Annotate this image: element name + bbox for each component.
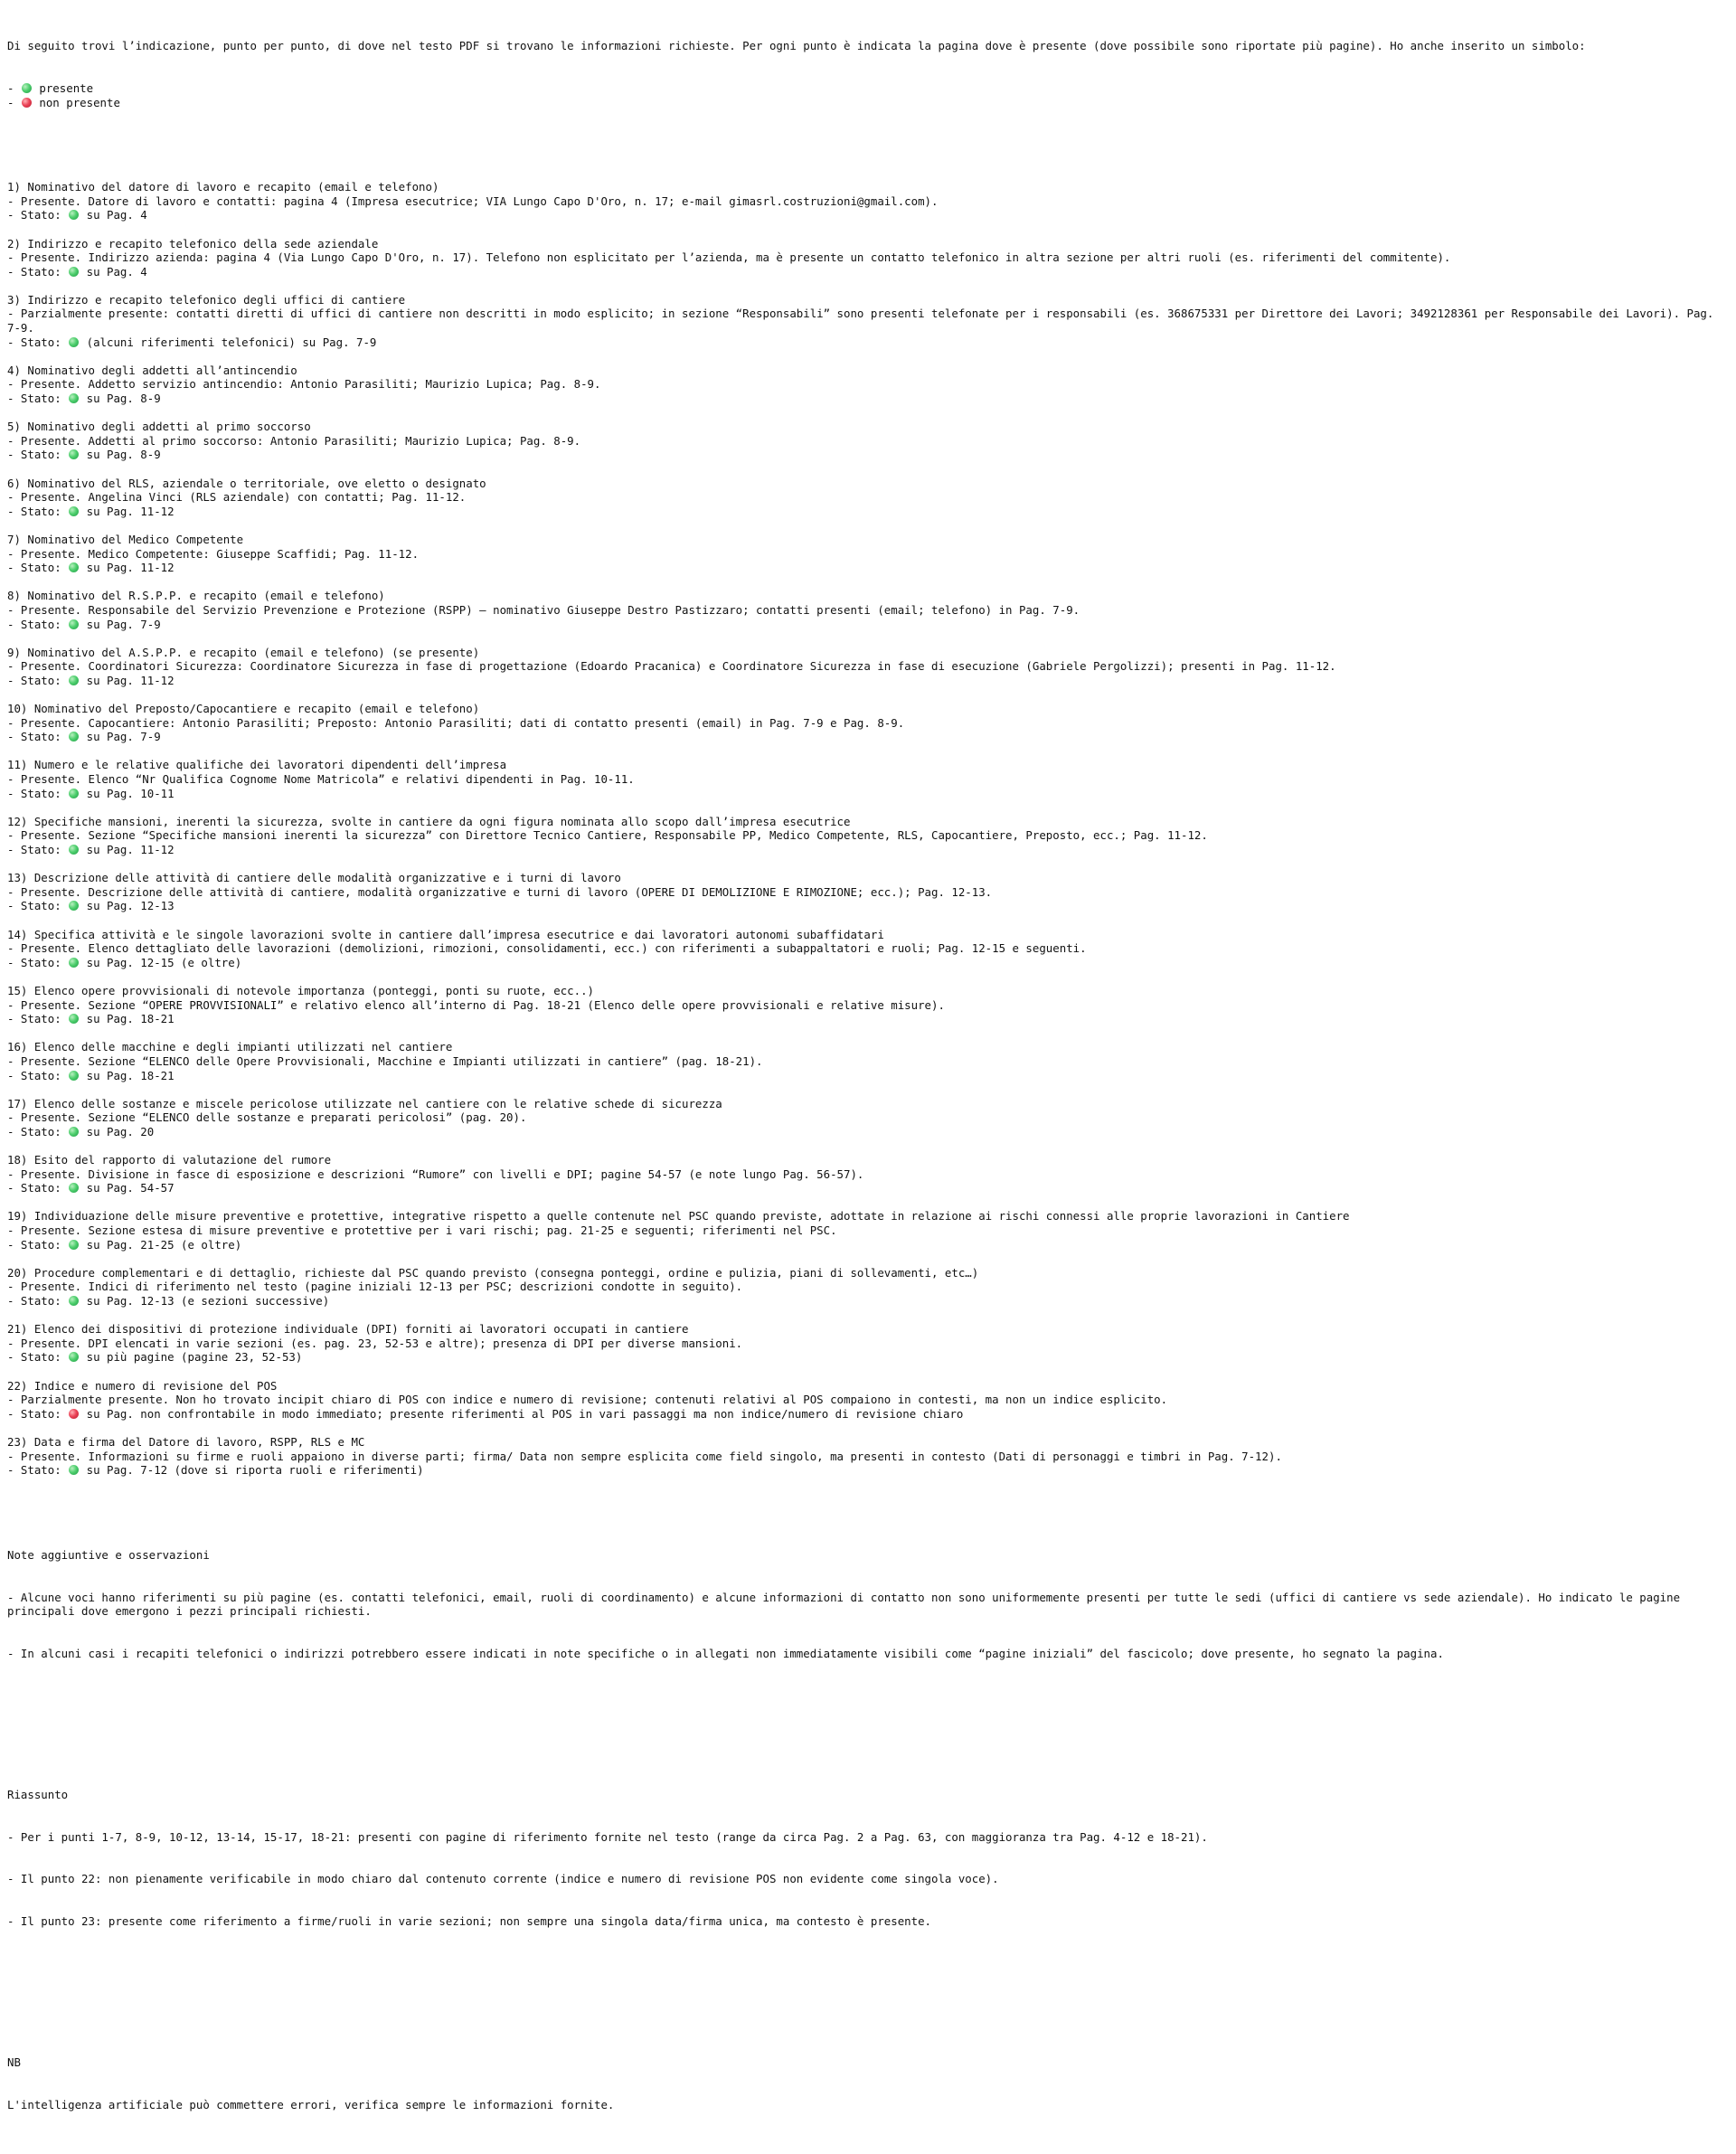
- green-circle-icon: [69, 1127, 79, 1137]
- item-title: 14) Specifica attività e le singole lavorazioni svolte in cantiere dall’impresa esecutrice e dai lavoratori autonomi subaffidatari: [7, 927, 884, 941]
- status-text: su Pag. 12-13 (e sezioni successive): [86, 1294, 330, 1308]
- green-circle-icon: [69, 732, 79, 742]
- item-detail: - Presente. Descrizione delle attività di cantiere, modalità organizzative e turni di lavoro (OPERE DI DEMOLIZIONE E RIMOZIONE; ecc.); Pag. 12-13.: [7, 884, 993, 899]
- status-prefix: - Stato:: [7, 673, 69, 687]
- status-text: su Pag. 11-12: [86, 561, 175, 575]
- checklist-item: [7, 420, 1731, 462]
- green-circle-icon: [69, 210, 79, 220]
- status-text: su Pag. 21-25 (e oltre): [86, 1237, 242, 1252]
- green-circle-icon: [69, 789, 79, 798]
- legend-item: - non presente: [7, 95, 120, 109]
- status-prefix: - Stato:: [7, 1124, 69, 1138]
- green-circle-icon: [22, 83, 32, 93]
- item-status: [7, 1012, 1731, 1026]
- green-circle-icon: [69, 1240, 79, 1250]
- item-detail: - Presente. Indici di riferimento nel testo (pagine iniziali 12-13 per PSC; descrizioni condotte in seguito).: [7, 1280, 743, 1294]
- status-text: su Pag. 4: [86, 264, 147, 279]
- checklist-item: [7, 871, 1731, 913]
- item-title: 22) Indice e numero di revisione del POS: [7, 1378, 278, 1393]
- item-title: 8) Nominativo del R.S.P.P. e recapito (email e telefono): [7, 589, 385, 603]
- spacer: [7, 1478, 1731, 1492]
- item-status: [7, 1125, 1731, 1139]
- spacer: [7, 688, 1731, 703]
- status-text: su Pag. 10-11: [86, 786, 175, 800]
- item-status: [7, 505, 1731, 519]
- item-title: 10) Nominativo del Preposto/Capocantiere e recapito (email e telefono): [7, 702, 480, 716]
- status-text: (alcuni riferimenti telefonici) su Pag. 7-9: [86, 335, 377, 349]
- green-circle-icon: [69, 1296, 79, 1306]
- item-status: [7, 1463, 1731, 1478]
- item-status: [7, 265, 1731, 279]
- item-detail: - Presente. Sezione “ELENCO delle sostanze e preparati pericolosi” (pag. 20).: [7, 1110, 527, 1125]
- green-circle-icon: [69, 506, 79, 516]
- status-prefix: - Stato:: [7, 504, 69, 518]
- status-text: su Pag. 7-9: [86, 730, 161, 744]
- green-circle-icon: [69, 958, 79, 968]
- checklist-item: [7, 1435, 1731, 1478]
- status-text: su Pag. 18-21: [86, 1068, 175, 1082]
- item-detail: - Presente. Elenco dettagliato delle lavorazioni (demolizioni, rimozioni, consolidamenti, ecc.) con riferimenti a subappaltatori e ruoli; Pag. 12-15 e seguenti.: [7, 941, 1087, 956]
- notes-title: Note aggiuntive e osservazioni: [7, 1547, 210, 1562]
- checklist-item: [7, 1379, 1731, 1422]
- item-title: 23) Data e firma del Datore di lavoro, RSPP, RLS e MC: [7, 1434, 365, 1449]
- checklist-item: [7, 293, 1731, 349]
- spacer: [7, 969, 1731, 984]
- spacer: [7, 518, 1731, 533]
- status-prefix: - Stato:: [7, 1406, 69, 1421]
- status-prefix: - Stato:: [7, 786, 69, 800]
- spacer: [7, 1308, 1731, 1323]
- green-circle-icon: [69, 1352, 79, 1362]
- checklist-item: [7, 1040, 1731, 1082]
- nb-title: NB: [7, 2055, 21, 2070]
- notes-line: - Alcune voci hanno riferimenti su più pagine (es. contatti telefonici, email, ruoli di coordinamento) e alcune informazioni di contatto non sono uniformemente presenti per tutte le sedi (uffici di cantiere vs sede aziendale). Ho indicato le pagine principali dove emergono i pezzi principali richiesti.: [7, 1590, 1687, 1619]
- status-text: su più pagine (pagine 23, 52-53): [86, 1350, 303, 1365]
- item-detail: - Presente. Sezione “Specifiche mansioni inerenti la sicurezza” con Direttore Tecnico Cantiere, Responsabile PP, Medico Competente, RLS, Capocantiere, Preposto, ecc.; Pag. 11-12.: [7, 828, 1208, 843]
- item-status: [7, 392, 1731, 406]
- item-title: 18) Esito del rapporto di valutazione del rumore: [7, 1153, 332, 1167]
- status-text: su Pag. 11-12: [86, 504, 175, 518]
- item-title: 19) Individuazione delle misure preventive e protettive, integrative rispetto a quelle contenute nel PSC quando previste, adottate in relazione ai rischi connessi alle proprie lavorazioni in Cantiere: [7, 1209, 1350, 1223]
- status-text: su Pag. non confrontabile in modo immediato; presente riferimenti al POS in vari passaggi ma non indice/numero di revisione chiaro: [86, 1406, 964, 1421]
- status-prefix: - Stato:: [7, 448, 69, 462]
- item-status: [7, 899, 1731, 913]
- item-status: [7, 674, 1731, 688]
- item-title: 15) Elenco opere provvisionali di notevole importanza (ponteggi, ponti su ruote, ecc..): [7, 983, 595, 997]
- checklist-item: [7, 1209, 1731, 1252]
- status-prefix: - Stato:: [7, 617, 69, 631]
- item-status: [7, 618, 1731, 632]
- item-detail: - Presente. Elenco “Nr Qualifica Cognome Nome Matricola” e relativi dipendenti in Pag. 10-11.: [7, 772, 635, 787]
- status-prefix: - Stato:: [7, 1068, 69, 1082]
- checklist: [7, 180, 1731, 1491]
- item-title: 21) Elenco dei dispositivi di protezione individuale (DPI) forniti ai lavoratori occupati in cantiere: [7, 1322, 689, 1337]
- spacer: [7, 1252, 1731, 1266]
- item-title: 2) Indirizzo e recapito telefonico della sede aziendale: [7, 236, 379, 250]
- green-circle-icon: [69, 393, 79, 403]
- summary-line: - Il punto 22: non pienamente verificabile in modo chiaro dal contenuto corrente (indice e numero di revisione POS non evidente come singola voce).: [7, 1872, 999, 1886]
- item-detail: - Presente. Sezione “ELENCO delle Opere Provvisionali, Macchine e Impianti utilizzati in cantiere” (pag. 18-21).: [7, 1053, 763, 1068]
- response-document: [7, 11, 1731, 2154]
- status-text: su Pag. 7-12 (dove si riporta ruoli e riferimenti): [86, 1463, 424, 1478]
- checklist-item: [7, 984, 1731, 1026]
- checklist-item: [7, 1097, 1731, 1139]
- item-status: [7, 448, 1731, 462]
- item-title: 20) Procedure complementari e di dettaglio, richieste dal PSC quando previsto (consegna ponteggi, ordine e pulizia, piani di sollevamenti, etc…): [7, 1265, 979, 1280]
- spacer: [7, 575, 1731, 590]
- spacer: [7, 631, 1731, 646]
- item-status: [7, 335, 1731, 350]
- status-prefix: - Stato:: [7, 561, 69, 575]
- spacer: [7, 1195, 1731, 1210]
- item-detail: - Presente. Coordinatori Sicurezza: Coordinatore Sicurezza in fase di progettazione (Edoardo Pracanica) e Coordinatore Sicurezza in fase di esecuzione (Gabriele Pergolizzi); presenti in Pag. 11-12.: [7, 659, 1336, 674]
- spacer: [7, 406, 1731, 420]
- status-prefix: - Stato:: [7, 1463, 69, 1478]
- spacer: [7, 1365, 1731, 1379]
- status-text: su Pag. 11-12: [86, 843, 175, 857]
- status-prefix: - Stato:: [7, 1012, 69, 1026]
- item-title: 1) Nominativo del datore di lavoro e recapito (email e telefono): [7, 180, 439, 194]
- spacer: [7, 800, 1731, 815]
- green-circle-icon: [69, 675, 79, 685]
- green-circle-icon: [69, 267, 79, 277]
- legend-label: presente: [39, 80, 94, 95]
- checklist-item: [7, 928, 1731, 970]
- item-title: 9) Nominativo del A.S.P.P. e recapito (email e telefono) (se presente): [7, 645, 480, 659]
- item-status: [7, 956, 1731, 970]
- spacer: [7, 857, 1731, 872]
- spacer: [7, 1082, 1731, 1097]
- summary-line: - Per i punti 1-7, 8-9, 10-12, 13-14, 15-17, 18-21: presenti con pagine di riferimento fornite nel testo (range da circa Pag. 2 a Pag. 63, con maggioranza tra Pag. 4-12 e 18-21).: [7, 1829, 1208, 1844]
- status-text: su Pag. 12-15 (e oltre): [86, 955, 242, 969]
- checklist-item: [7, 237, 1731, 279]
- status-prefix: - Stato:: [7, 208, 69, 222]
- status-prefix: - Stato:: [7, 1350, 69, 1365]
- status-text: su Pag. 54-57: [86, 1181, 175, 1195]
- item-detail: - Presente. Sezione “OPERE PROVVISIONALI” e relativo elenco all’interno di Pag. 18-21 (Elenco delle opere provvisionali e relative misure).: [7, 997, 945, 1012]
- item-status: [7, 1238, 1731, 1252]
- status-prefix: - Stato:: [7, 843, 69, 857]
- item-status: [7, 787, 1731, 801]
- checklist-item: [7, 815, 1731, 857]
- item-detail: - Presente. Divisione in fasce di esposizione e descrizioni “Rumore” con livelli e DPI; pagine 54-57 (e note lungo Pag. 56-57).: [7, 1167, 864, 1181]
- item-detail: - Presente. Indirizzo azienda: pagina 4 (Via Lungo Capo D'Oro, n. 17). Telefono non esplicitato per l’azienda, ma è presente un contatto telefonico in altra sezione per altri ruoli (es. riferimenti del commitente).: [7, 250, 1451, 265]
- nb-text: L'intelligenza artificiale può commettere errori, verifica sempre le informazioni fornite.: [7, 2097, 615, 2111]
- status-text: su Pag. 8-9: [86, 448, 161, 462]
- checklist-item: [7, 533, 1731, 575]
- item-title: 4) Nominativo degli addetti all’antincendio: [7, 363, 297, 377]
- status-prefix: - Stato:: [7, 1181, 69, 1195]
- item-title: 6) Nominativo del RLS, aziendale o territoriale, ove eletto o designato: [7, 476, 486, 490]
- item-status: [7, 561, 1731, 575]
- item-status: [7, 843, 1731, 857]
- checklist-item: [7, 477, 1731, 519]
- item-status: [7, 1407, 1731, 1422]
- spacer: [7, 1421, 1731, 1435]
- spacer: [7, 1139, 1731, 1154]
- item-title: 16) Elenco delle macchine e degli impianti utilizzati nel cantiere: [7, 1040, 453, 1054]
- item-title: 17) Elenco delle sostanze e miscele pericolose utilizzate nel cantiere con le relative schede di sicurezza: [7, 1096, 722, 1110]
- legend-label: non presente: [39, 95, 120, 109]
- spacer: [7, 222, 1731, 237]
- status-prefix: - Stato:: [7, 335, 69, 349]
- item-status: [7, 208, 1731, 222]
- item-status: [7, 1350, 1731, 1365]
- item-status: [7, 1069, 1731, 1083]
- item-title: 13) Descrizione delle attività di cantiere delle modalità organizzative e i turni di lavoro: [7, 871, 621, 885]
- status-prefix: - Stato:: [7, 392, 69, 406]
- status-prefix: - Stato:: [7, 264, 69, 279]
- green-circle-icon: [69, 1465, 79, 1475]
- spacer: [7, 913, 1731, 928]
- status-text: su Pag. 12-13: [86, 899, 175, 913]
- green-circle-icon: [69, 619, 79, 629]
- green-circle-icon: [69, 449, 79, 459]
- red-circle-icon: [69, 1409, 79, 1419]
- checklist-item: [7, 702, 1731, 744]
- item-title: 7) Nominativo del Medico Competente: [7, 532, 244, 546]
- red-circle-icon: [22, 98, 32, 108]
- item-title: 12) Specifiche mansioni, inerenti la sicurezza, svolte in cantiere da ogni figura nominata allo scopo dall’impresa esecutrice: [7, 814, 851, 828]
- checklist-item: [7, 180, 1731, 222]
- checklist-item: [7, 646, 1731, 688]
- spacer: [7, 744, 1731, 759]
- status-text: su Pag. 4: [86, 208, 147, 222]
- item-detail: - Presente. Datore di lavoro e contatti: pagina 4 (Impresa esecutrice; VIA Lungo Capo D'Oro, n. 17; e-mail gimasrl.costruzioni@gmail.com).: [7, 194, 939, 208]
- status-prefix: - Stato:: [7, 955, 69, 969]
- checklist-item: [7, 1153, 1731, 1195]
- status-prefix: - Stato:: [7, 1294, 69, 1308]
- green-circle-icon: [69, 901, 79, 911]
- checklist-item: [7, 364, 1731, 406]
- item-status: [7, 1294, 1731, 1308]
- spacer: [7, 462, 1731, 477]
- status-prefix: - Stato:: [7, 1237, 69, 1252]
- item-detail: - Presente. Angelina Vinci (RLS aziendale) con contatti; Pag. 11-12.: [7, 490, 467, 505]
- green-circle-icon: [69, 562, 79, 572]
- item-detail: - Presente. Medico Competente: Giuseppe Scaffidi; Pag. 11-12.: [7, 546, 420, 561]
- item-detail: - Presente. Addetto servizio antincendio: Antonio Parasiliti; Maurizio Lupica; Pag. 8-9.: [7, 377, 601, 392]
- item-title: 3) Indirizzo e recapito telefonico degli uffici di cantiere: [7, 292, 406, 307]
- notes-line: - In alcuni casi i recapiti telefonici o indirizzi potrebbero essere indicati in note specifiche o in allegati non immediatamente visibili come “pagine iniziali” del fascicolo; dove presente, ho segnato la pagina.: [7, 1646, 1444, 1660]
- item-title: 11) Numero e le relative qualifiche dei lavoratori dipendenti dell’impresa: [7, 758, 507, 772]
- green-circle-icon: [69, 1183, 79, 1193]
- spacer: [7, 1026, 1731, 1041]
- item-title: 5) Nominativo degli addetti al primo soccorso: [7, 420, 311, 434]
- status-text: su Pag. 20: [86, 1124, 155, 1138]
- intro-text: Di seguito trovi l’indicazione, punto per punto, di dove nel testo PDF si trovano le informazioni richieste. Per ogni punto è indicata la pagina dove è presente (dove possibile sono riportate più pagine). Ho anche inserito un simbolo:: [7, 39, 1586, 53]
- notes-section: [7, 1520, 1731, 1689]
- status-text: su Pag. 7-9: [86, 617, 161, 631]
- spacer: [7, 349, 1731, 364]
- legend: [7, 81, 1731, 109]
- item-detail: - Presente. Addetti al primo soccorso: Antonio Parasiliti; Maurizio Lupica; Pag. 8-9.: [7, 433, 581, 448]
- spacer: [7, 279, 1731, 293]
- checklist-item: [7, 1322, 1731, 1365]
- item-detail: - Presente. Informazioni su firme e ruoli appaiono in diverse parti; firma/ Data non sempre esplicita come field singolo, ma presenti in contesto (Dati di personaggi e timbri in Pag. 7-12).: [7, 1449, 1282, 1463]
- status-text: su Pag. 18-21: [86, 1012, 175, 1026]
- item-detail: - Presente. Sezione estesa di misure preventive e protettive per i vari rischi; pag. 21-25 e seguenti; riferimenti nel PSC.: [7, 1223, 837, 1238]
- status-text: su Pag. 11-12: [86, 673, 175, 687]
- checklist-item: [7, 589, 1731, 631]
- status-prefix: - Stato:: [7, 730, 69, 744]
- item-detail: - Parzialmente presente: contatti diretti di uffici di cantiere non descritti in modo esplicito; in sezione “Responsabili” sono presenti telefonate per i responsabili (es. 368675331 per Direttore dei Lavori; 3492128361 per Responsabile dei Lavori). Pag. 7-9.: [7, 307, 1721, 335]
- legend-item: - presente: [7, 80, 94, 95]
- item-status: [7, 730, 1731, 744]
- nb-section: [7, 2027, 1731, 2140]
- status-text: su Pag. 8-9: [86, 392, 161, 406]
- item-detail: - Presente. Responsabile del Servizio Prevenzione e Protezione (RSPP) – nominativo Giuseppe Destro Pastizzaro; contatti presenti (email; telefono) in Pag. 7-9.: [7, 602, 1080, 617]
- green-circle-icon: [69, 845, 79, 855]
- item-detail: - Presente. DPI elencati in varie sezioni (es. pag. 23, 52-53 e altre); presenza di DPI per diverse mansioni.: [7, 1336, 743, 1350]
- item-detail: - Parzialmente presente. Non ho trovato incipit chiaro di POS con indice e numero di revisione; contenuti relativi al POS compaiono in contesti, ma non un indice esplicito.: [7, 1393, 1168, 1407]
- checklist-item: [7, 1266, 1731, 1308]
- green-circle-icon: [69, 1071, 79, 1081]
- status-prefix: - Stato:: [7, 899, 69, 913]
- summary-section: [7, 1760, 1731, 1957]
- green-circle-icon: [69, 337, 79, 347]
- item-detail: - Presente. Capocantiere: Antonio Parasiliti; Preposto: Antonio Parasiliti; dati di contatto presenti (email) in Pag. 7-9 e Pag. 8-9.: [7, 715, 905, 730]
- checklist-item: [7, 758, 1731, 800]
- summary-line: - Il punto 23: presente come riferimento a firme/ruoli in varie sezioni; non sempre una singola data/firma unica, ma contesto è presente.: [7, 1914, 931, 1929]
- green-circle-icon: [69, 1014, 79, 1024]
- item-status: [7, 1181, 1731, 1195]
- summary-title: Riassunto: [7, 1787, 69, 1801]
